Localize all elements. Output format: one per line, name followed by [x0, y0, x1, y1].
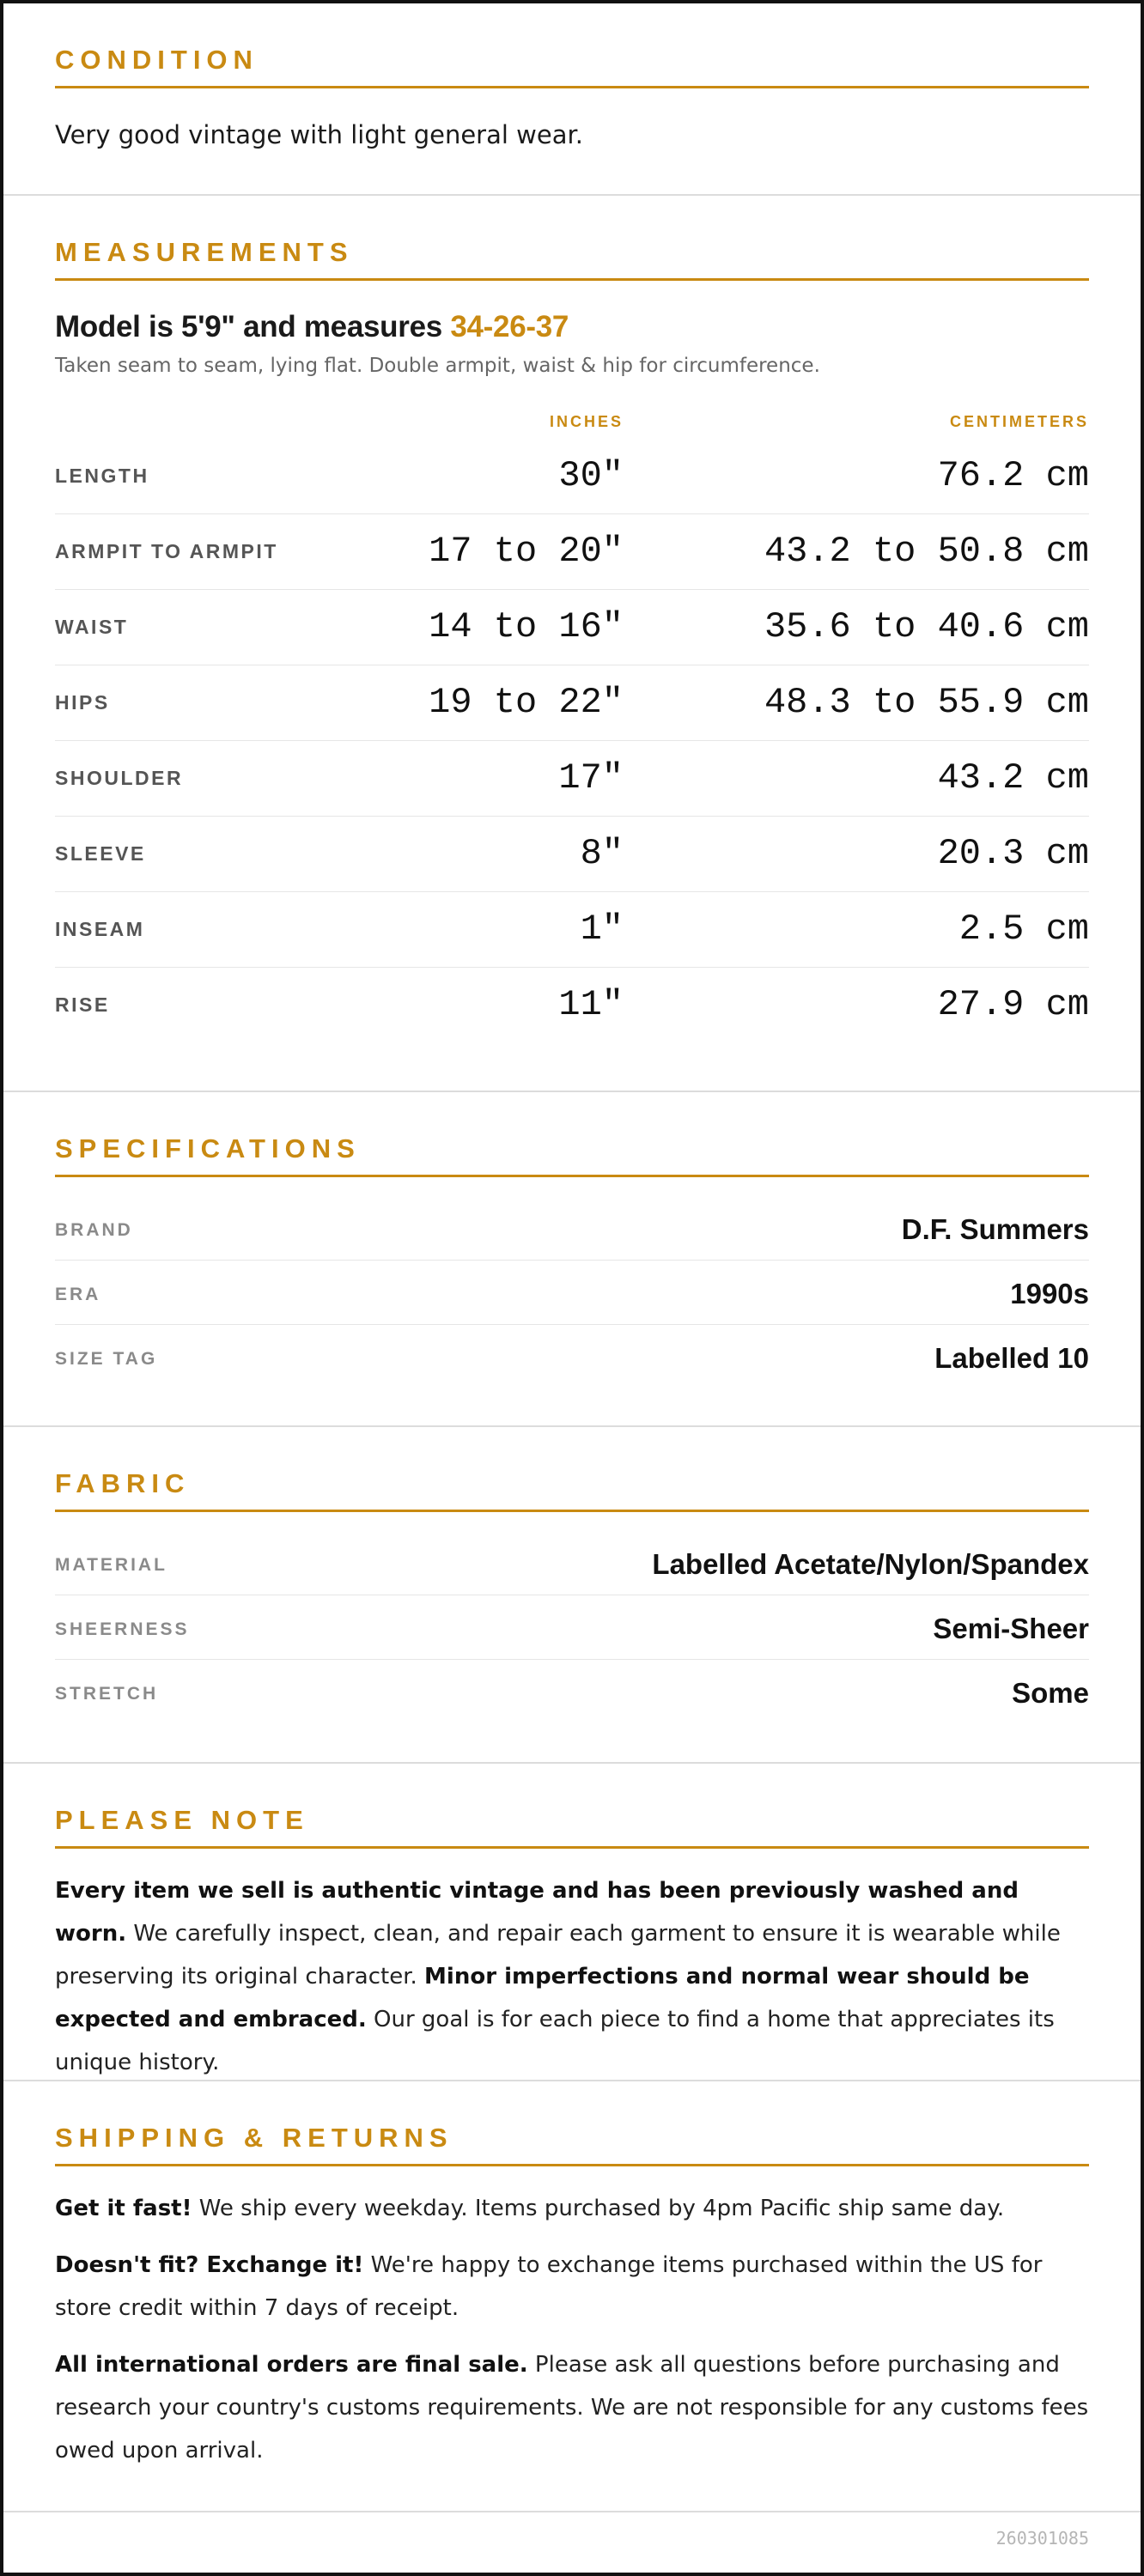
- note-text-2: Our goal is for each piece to find a home that appreciates its unique history.: [55, 2007, 1055, 2075]
- measurement-inches: 14 to 16": [429, 606, 624, 647]
- inches-column-header: INCHES: [549, 413, 624, 430]
- measurement-cm: 43.2 to 50.8 cm: [764, 531, 1089, 572]
- please-note-heading: PLEASE NOTE: [55, 1805, 1089, 1849]
- model-measures-value: 34-26-37: [450, 310, 569, 343]
- measurement-label: SLEEVE: [55, 842, 146, 865]
- shipping-p1-bold: Get it fast!: [55, 2196, 192, 2221]
- measurement-row: [55, 590, 1089, 665]
- fabric-key: SHEERNESS: [55, 1619, 190, 1639]
- measurement-cm: 35.6 to 40.6 cm: [764, 606, 1089, 647]
- spec-value: Labelled 10: [934, 1342, 1089, 1374]
- shipping-p3-bold: All international orders are final sale.: [55, 2352, 528, 2378]
- measurement-cm: 76.2 cm: [937, 455, 1089, 496]
- measurement-cm: 43.2 cm: [937, 757, 1089, 799]
- measurement-row: [55, 439, 1089, 514]
- item-code: 260301085: [995, 2528, 1089, 2549]
- spec-value: D.F. Summers: [901, 1213, 1089, 1245]
- note-bold-2: Minor imperfections and normal wear should be expected and embraced.: [55, 1964, 1030, 2032]
- measurement-label: LENGTH: [55, 465, 149, 487]
- measurements-heading: MEASUREMENTS: [55, 237, 1089, 281]
- measurement-cm: 20.3 cm: [937, 833, 1089, 874]
- measurement-label: INSEAM: [55, 918, 145, 940]
- spec-row: [55, 1261, 1089, 1325]
- measurement-inches: 17": [558, 757, 624, 799]
- measurement-note: Taken seam to seam, lying flat. Double armpit, waist & hip for circumference.: [55, 355, 820, 377]
- measurement-row: [55, 514, 1089, 590]
- measurement-label: WAIST: [55, 616, 129, 638]
- fabric-key: STRETCH: [55, 1684, 159, 1704]
- shipping-paragraph-international: [55, 2343, 1089, 2472]
- spec-key: SIZE TAG: [55, 1349, 158, 1369]
- measurement-cm: 48.3 to 55.9 cm: [764, 682, 1089, 723]
- fabric-row: [55, 1531, 1089, 1595]
- measurement-label: RISE: [55, 993, 110, 1016]
- measurement-cm: 2.5 cm: [958, 908, 1089, 950]
- shipping-p2-text: We're happy to exchange items purchased within the US for store credit within 7 days of receipt.: [55, 2252, 1043, 2321]
- measurement-label: HIPS: [55, 691, 110, 714]
- spec-value: 1990s: [1010, 1278, 1089, 1309]
- measurement-row: [55, 741, 1089, 817]
- shipping-paragraph-exchange: [55, 2244, 1089, 2330]
- shipping-p1-text: We ship every weekday. Items purchased by 4pm Pacific ship same day.: [192, 2196, 1005, 2221]
- measurement-label: SHOULDER: [55, 767, 184, 789]
- measurement-inches: 11": [558, 984, 624, 1025]
- shipping-paragraph-fast: [55, 2187, 1089, 2230]
- shipping-returns-section: [3, 2081, 1141, 2512]
- fabric-value: Some: [1012, 1677, 1089, 1709]
- fabric-list: [55, 1531, 1089, 1724]
- measurement-inches: 8": [580, 833, 624, 874]
- measurement-row: [55, 892, 1089, 968]
- spec-row: [55, 1325, 1089, 1389]
- shipping-heading: SHIPPING & RETURNS: [55, 2123, 1089, 2166]
- specifications-heading: SPECIFICATIONS: [55, 1133, 1089, 1177]
- measurement-row: [55, 968, 1089, 1043]
- fabric-value: Semi-Sheer: [933, 1613, 1089, 1644]
- measurement-table: [55, 439, 1089, 1043]
- measurement-inches: 1": [580, 908, 624, 950]
- fabric-key: MATERIAL: [55, 1555, 167, 1575]
- spec-row: [55, 1196, 1089, 1261]
- centimeters-column-header: CENTIMETERS: [949, 413, 1089, 430]
- condition-heading: CONDITION: [55, 45, 1089, 88]
- note-text-1: We carefully inspect, clean, and repair each garment to ensure it is wearable while preserving its original character.: [55, 1921, 1061, 1990]
- specifications-section: [3, 1092, 1141, 1427]
- measurements-section: [3, 196, 1141, 1092]
- measurement-row: [55, 665, 1089, 741]
- measurement-inches: 30": [558, 455, 624, 496]
- spec-key: BRAND: [55, 1220, 133, 1240]
- shipping-p2-bold: Doesn't fit? Exchange it!: [55, 2252, 364, 2278]
- fabric-row: [55, 1660, 1089, 1724]
- fabric-heading: FABRIC: [55, 1468, 1089, 1512]
- measurement-inches: 17 to 20": [429, 531, 624, 572]
- measurement-label: ARMPIT TO ARMPIT: [55, 540, 278, 562]
- please-note-section: [3, 1764, 1141, 2081]
- model-prefix: Model is 5'9" and measures: [55, 310, 451, 343]
- model-measures-line: [55, 310, 1089, 344]
- condition-text: Very good vintage with light general wear.: [55, 120, 583, 149]
- fabric-section: [3, 1427, 1141, 1764]
- measurement-cm: 27.9 cm: [937, 984, 1089, 1025]
- measurement-column-headers: [55, 389, 1089, 439]
- specifications-list: [55, 1196, 1089, 1389]
- condition-section: [3, 3, 1141, 196]
- fabric-value: Labelled Acetate/Nylon/Spandex: [652, 1548, 1089, 1580]
- spec-key: ERA: [55, 1285, 101, 1304]
- please-note-text: [55, 1869, 1089, 2084]
- measurement-row: [55, 817, 1089, 892]
- shipping-p3-text: Please ask all questions before purchasing and research your country's customs requirements. We are not responsible for any customs fees owed upon arrival.: [55, 2352, 1089, 2464]
- note-bold-1: Every item we sell is authentic vintage and has been previously washed and worn.: [55, 1878, 1019, 1947]
- measurement-inches: 19 to 22": [429, 682, 624, 723]
- fabric-row: [55, 1595, 1089, 1660]
